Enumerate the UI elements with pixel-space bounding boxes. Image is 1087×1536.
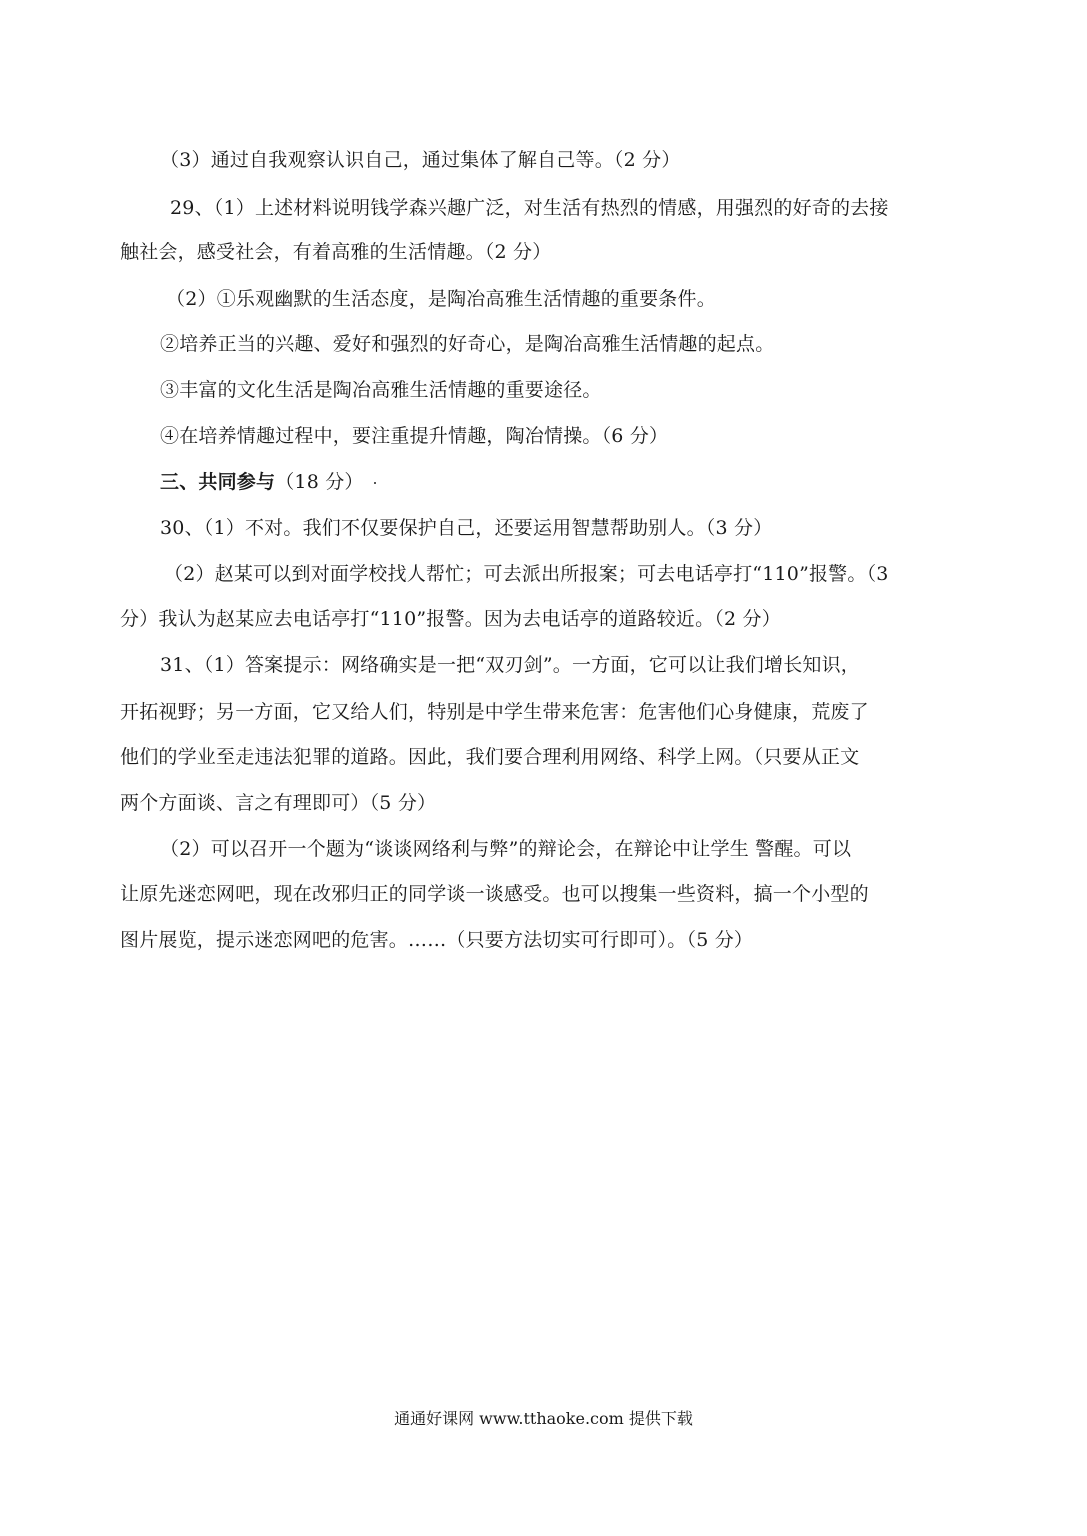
answer-30-1: 30、（1）不对。我们不仅要保护自己，还要运用智慧帮助别人。（3 分） [160, 517, 773, 539]
section-3-score: （18 分） [275, 471, 364, 493]
answer-31-2-line1: （2）可以召开一个题为“谈谈网络利与弊”的辩论会，在辩论中让学生 警醒。可以 [160, 838, 852, 860]
answer-31-1-line4: 两个方面谈、言之有理即可）（5 分） [120, 792, 437, 814]
answer-29-2-item4: ④在培养情趣过程中，要注重提升情趣，陶冶情操。（6 分） [160, 425, 669, 447]
answer-28-3: （3）通过自我观察认识自己，通过集体了解自己等。（2 分） [160, 149, 681, 171]
answer-29-2-item1: （2）①乐观幽默的生活态度，是陶冶高雅生活情趣的重要条件。 [166, 288, 716, 310]
answer-30-2-line1: （2）赵某可以到对面学校找人帮忙；可去派出所报案；可去电话亭打“110”报警。（3 [164, 563, 889, 585]
stray-dot [374, 482, 376, 484]
answer-31-2-line3: 图片展览，提示迷恋网吧的危害。……（只要方法切实可行即可）。（5 分） [120, 929, 754, 951]
answer-31-1-line3: 他们的学业至走违法犯罪的道路。因此，我们要合理利用网络、科学上网。（只要从正文 [120, 746, 860, 768]
answer-31-2-line2: 让原先迷恋网吧，现在改邪归正的同学谈一谈感受。也可以搜集一些资料，搞一个小型的 [120, 883, 869, 905]
answer-29-2-item2: ②培养正当的兴趣、爱好和强烈的好奇心，是陶冶高雅生活情趣的起点。 [160, 333, 775, 355]
answer-30-2-line2: 分）我认为赵某应去电话亭打“110”报警。因为去电话亭的道路较近。（2 分） [120, 608, 781, 630]
answer-29-1-line1: 29、（1）上述材料说明钱学森兴趣广泛，对生活有热烈的情感，用强烈的好奇的去接 [170, 197, 889, 219]
answer-29-2-item3: ③丰富的文化生活是陶冶高雅生活情趣的重要途径。 [160, 379, 602, 401]
answer-31-1-line2: 开拓视野；另一方面，它又给人们，特别是中学生带来危害：危害他们心身健康，荒废了 [120, 701, 869, 723]
section-3-title: 三、共同参与 [160, 471, 276, 493]
answer-29-1-line2: 触社会，感受社会，有着高雅的生活情趣。（2 分） [120, 241, 552, 263]
page-footer: 通通好课网 www.tthaoke.com 提供下载 [394, 1409, 693, 1428]
section-3-heading [160, 470, 376, 494]
answer-31-1-line1: 31、（1）答案提示：网络确实是一把“双刃剑”。一方面，它可以让我们增长知识， [160, 654, 860, 676]
